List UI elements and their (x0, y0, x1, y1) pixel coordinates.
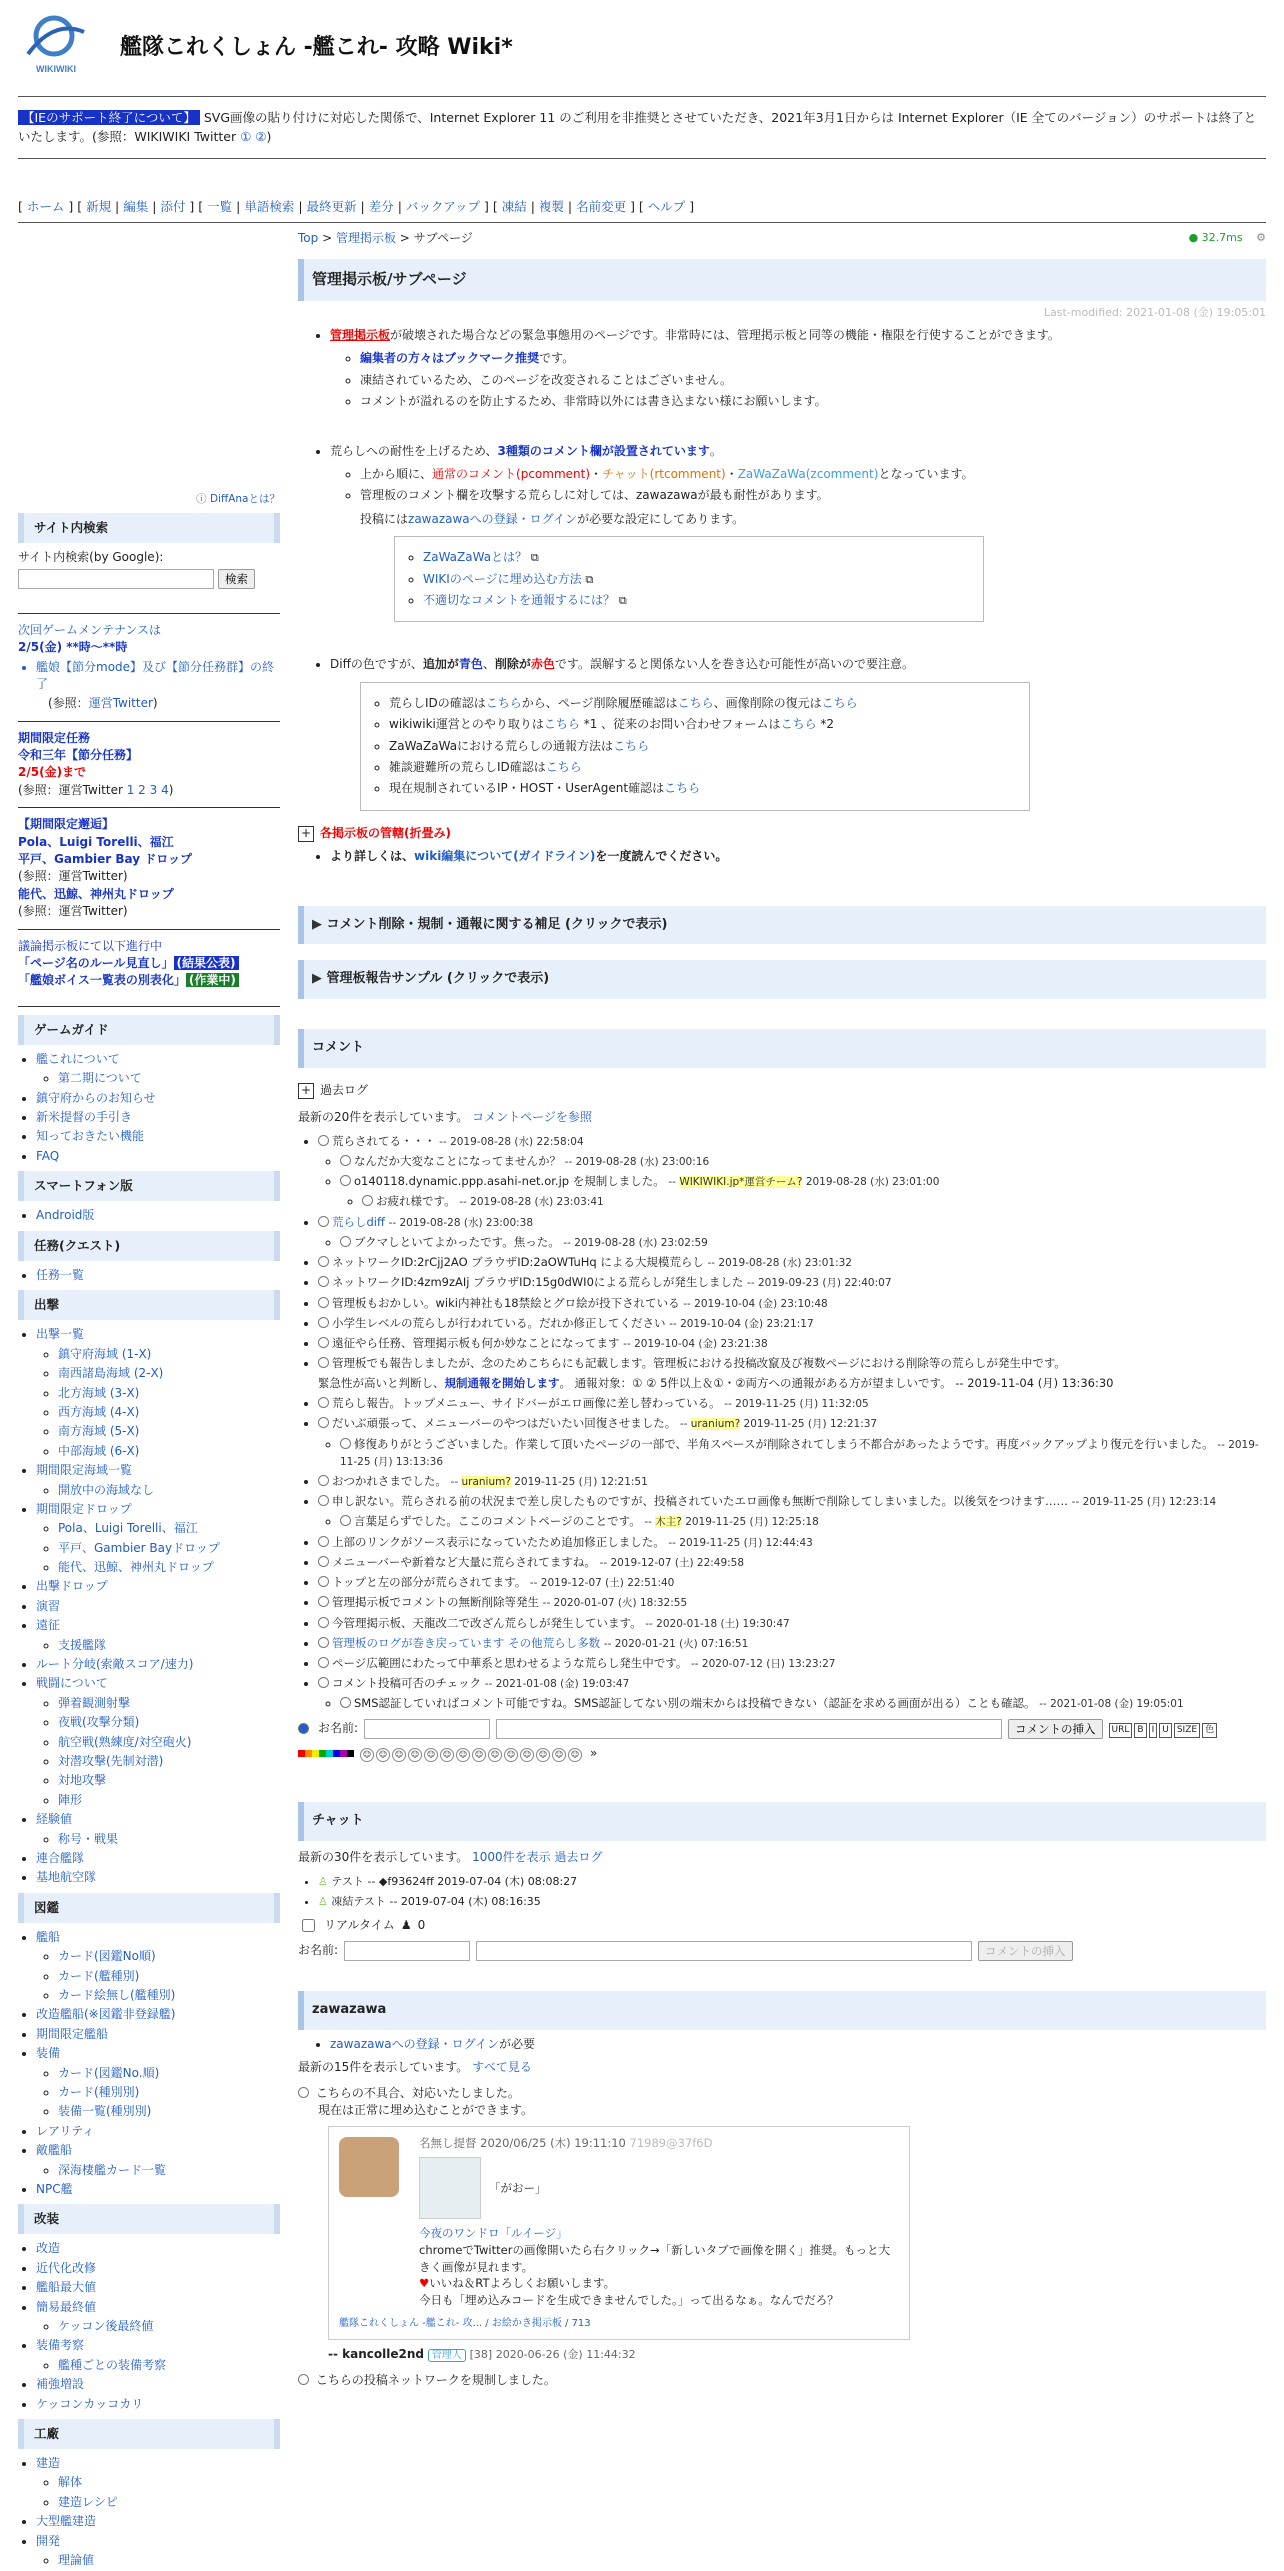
post-image[interactable] (419, 2157, 481, 2219)
list-item: • おつかれさまでした。 -- uranium? 2019-11-25 (月) 12:21:51 (318, 1473, 1266, 1490)
divider (18, 807, 280, 808)
nav-sublink[interactable]: 夜戦(攻撃分類) (58, 1715, 140, 1730)
list-item: • 荒らし報告。トップメニュー、サイドバーがエロ画像に差し替わっている。 -- 2019-11-25 (月) 11:32:05 (318, 1395, 1266, 1412)
nav-sublink[interactable]: 中部海域 (6-X) (58, 1443, 140, 1458)
list-item: • 荒らしdiff -- 2019-08-28 (水) 23:00:38 (318, 1214, 1266, 1231)
nav-sublink[interactable]: 鎮守府海域 (1-X) (58, 1346, 152, 1361)
menu-item[interactable]: 単語検索 (244, 199, 295, 214)
list-item: ◦ お疲れ様です。 -- 2019-08-28 (水) 23:03:41 (362, 1193, 1266, 1210)
zawazawa-heading: zawazawa (298, 1991, 1266, 2030)
nav-sublink[interactable]: 解体 (58, 2475, 83, 2490)
info-link[interactable]: こちら (821, 695, 858, 710)
search-input[interactable] (18, 569, 214, 589)
event-line: Pola、Luigi Torelli、福江 (18, 834, 174, 849)
nav-sublink[interactable]: 陣形 (58, 1792, 83, 1807)
comment-palette: ☺ ☺ ☺ ☺ ☺ ☺ ☺ ☺ ☺ ☺ ☺ ☺ ☺ ☺ » (298, 1745, 1266, 1762)
emoji-picker[interactable]: ☺ ☺ ☺ ☺ ☺ ☺ ☺ ☺ ☺ ☺ ☺ ☺ ☺ ☺ (360, 1745, 584, 1762)
list-item: • ♙ テスト -- ◆f93624ff 2019-07-04 (木) 08:08:27 (318, 1874, 1266, 1890)
chat-heading: チャット (298, 1802, 1266, 1841)
wikiwiki-logo[interactable] (18, 14, 94, 76)
sidebar (18, 230, 280, 2571)
chat-log-link[interactable]: 過去ログ (554, 1849, 603, 1864)
nav-link[interactable]: 鎮守府からのお知らせ (36, 1090, 156, 1105)
info-link[interactable]: WIKIのページに埋め込む方法 (423, 571, 582, 586)
admin-board-link[interactable]: 管理掲示板 (330, 328, 391, 343)
comment-body-input[interactable] (496, 1719, 1002, 1739)
divider (18, 721, 280, 722)
comments-heading: コメント (298, 1029, 1266, 1068)
list-item: • ネットワークID:2rCjj2AO ブラウザID:2aOWTuHq による大規模荒らし -- 2019-08-28 (水) 23:01:32 (318, 1254, 1266, 1271)
list-item: • メニューバーや新着など大量に荒らされてますね。 -- 2019-12-07 (土) 22:49:58 (318, 1554, 1266, 1571)
discuss-link[interactable]: 「ページ名のルール見直し」 (18, 955, 174, 970)
nav-link[interactable]: 建造 (36, 2456, 61, 2471)
notice-ref-2[interactable]: ② (255, 129, 267, 145)
limited-sub: 令和三年【節分任務】 (18, 748, 139, 763)
menu-item[interactable]: 差分 (368, 199, 394, 214)
post-footer[interactable]: 艦隊これくしょん -艦これ- 攻... / お絵かき掲示板 / 713 (339, 2317, 591, 2329)
info-link[interactable]: こちら (664, 781, 701, 796)
format-button[interactable]: I (1149, 1723, 1158, 1738)
format-button[interactable]: U (1159, 1723, 1172, 1738)
nav-link[interactable]: 補強増設 (36, 2377, 85, 2392)
crumb-current: サブページ (413, 231, 473, 245)
list-item: • ページ広範囲にわたって中華系と思わせるような荒らし発生中です。 -- 2020-07-12 (日) 13:23:27 (318, 1655, 1266, 1672)
event-line: 平戸、Gambier Bay ドロップ (18, 852, 193, 867)
nav-sublink[interactable]: カード絵無し(艦種別) (58, 1988, 176, 2003)
event-title: 【期間限定邂逅】 (18, 817, 115, 832)
nav-link[interactable]: 期間限定海域一覧 (36, 1463, 133, 1478)
info-link[interactable]: ZaWaZaWaとは？ (423, 550, 528, 565)
divider (18, 1006, 280, 1007)
menu-item[interactable]: 一覧 (207, 199, 233, 214)
nav-section-heading: ゲームガイド (18, 1015, 280, 1045)
limited-title: 期間限定任務 (18, 730, 91, 745)
info-link[interactable]: こちら (543, 717, 580, 732)
list-item: • 小学生レベルの荒らしが行われている。だれか修正してください -- 2019-10-04 (金) 23:21:17 (318, 1315, 1266, 1332)
menu-item[interactable]: 名前変更 (576, 199, 627, 214)
format-button[interactable]: 色 (1202, 1723, 1217, 1738)
menu-item[interactable]: 新規 (86, 199, 112, 214)
menu-item[interactable]: ホーム (26, 199, 65, 214)
limited-ref: (参照：運営Twitter 1 2 3 4) (18, 782, 174, 797)
menu-item[interactable]: バックアップ (405, 199, 481, 214)
event-line: 能代、迅鯨、神州丸ドロップ (18, 886, 174, 901)
chat-submit-button[interactable]: コメントの挿入 (978, 1941, 1073, 1961)
divider (18, 222, 1266, 223)
nav-sublink[interactable]: 西方海域 (4-X) (58, 1404, 140, 1419)
nav-sublink[interactable]: カード(艦種別) (58, 1968, 140, 1983)
list-item: • ♙ 凍結テスト -- 2019-07-04 (木) 08:16:35 (318, 1894, 1266, 1910)
avatar (339, 2137, 399, 2197)
info-link[interactable]: こちら (545, 759, 582, 774)
nav-sublink[interactable]: カード(図鑑No.順) (58, 2065, 160, 2080)
status-badge: (結果公表) (174, 956, 239, 970)
nav-link[interactable]: 基地航空隊 (36, 1870, 97, 1885)
nav-link[interactable]: 装備 (36, 2046, 61, 2061)
menu-item[interactable]: 複製 (538, 199, 564, 214)
notice-text: SVG画像の貼り付けに対応した関係で、Internet Explorer 11 のご利用を非推奨とさせていただき、2021年3月1日からは Internet Explorer（IE 全てのバージョン）のサポートは終了といたします。(参照：WIKIWIKI Twitter (18, 110, 1257, 145)
emergency-note: 緊急性が高いと判断し、規制通報を開始します。 通報対象：① ② 5件以上＆①・②両方への通報がある方が望ましいです。 -- 2019-11-04 (月) 13:36:30 (318, 1376, 1114, 1391)
discuss-link[interactable]: 「艦娘ボイス一覧表の別表化」 (18, 973, 186, 988)
guideline-link[interactable]: wiki編集について(ガイドライン) (414, 849, 596, 864)
discuss-title: 議論掲示板にて以下進行中 (18, 938, 163, 953)
main-content: Top > 管理掲示板 > サブページ ● 32.7ms ⚙ 管理掲示板/サブページ Last-modified: 2021-01-08 (金) 19:05:01 • 管理掲示板が破壊された場合などの緊急事態用のページです。非常時には、管理掲示板と同等の機能・権限を行使することができます。 ◦ 編集者の方々はブックマーク推奨です。 ◦ 凍結されているため、このページを改変されることはございません。 ◦ コメントが溢れるのを防止するため、非常時以外には書き込まない様にお願いします。 • 荒らしへの耐性を上げるため、3種類のコメント欄が設置されています。 ◦ 上から順に、通常のコメント(pcomment)・チャット(rtcomment)・ZaWaZaWa(zcomment)となっています。 ◦ 管理板のコメント欄を攻撃する荒らしに対しては、zawazawaが最も耐性があります。 投稿にはzawazawaへの登録・ログインが必要な設定にしてあります。 ◦ ZaWaZaWaとは？ ⧉ ◦ WIKIのページに埋め込む方法 ⧉ ◦ 不適切なコメントを通報するには？ ⧉ • Diffの色ですが、追加が青色、削除が赤色です。誤解すると関係ない人を巻き込む可能性が高いので要注意。 ◦ 荒らしIDの確認はこちらから、ページ削除履歴確認はこちら、画像削除の復元はこちら ◦ wikiwiki運営とのやり取りはこちら *1 、従来のお問い合わせフォームはこちら *2 ◦ ZaWaZaWaにおける荒らしの通報方法はこちら ◦ 雑談避難所の荒らしID確認はこちら ◦ 現在規制されているIP・HOST・UserAgent確認はこちら + 各掲示板の管轄(折畳み) • より詳しくは、wiki編集について(ガイドライン)を一度読んでください。 ▶ コメント削除・規制・通報に関する補足 (クリックで表示) ▶ 管理板報告サンプル (クリックで表示) コメント + 過去ログ 最新の20件を表示しています。 コメントページを参照 • 荒らされてる・・・ -- 2019-08-28 (水) 22:58:04 ◦ なんだか大変なことになってませんか？ -- 2019-08-28 (水) 23:00:16 ◦ o140118.dynamic.ppp.asahi-net.or.jp を規制しました。 -- WIKIWIKI.jp*運営チーム? 2019-08-28 (水) 23:01:00 ◦ お疲れ様です。 -- 2019-08-28 (水) 23:03:41 • 荒らしdiff -- 2019-08-28 (水) 23:00:38 ◦ ブクマしといてよかったです。焦った。 -- 2019-08-28 (水) 23:02:59 • ネットワークID:2rCjj2AO ブラウザID:2aOWTuHq による大規模荒らし -- 2019-08-28 (水) 23:01:32 • ネットワークID:4zm9zAIj ブラウザID:15g0dWI0による荒らしが発生しました -- 2019-09-23 (月) 22:40:07 • 管理板もおかしい。wiki内神社も18禁絵とグロ絵が投下されている -- 2019-10-04 (金) 23:10:48 • 小学生レベルの荒らしが行われている。だれか修正してください -- 2019-10-04 (金) 23:21:17 • 遠征やら任務、管理掲示板も何か妙なことになってます -- 2019-10-04 (金) 23:21:38 • 管理板でも報告しましたが、念のためこちらにも記載します。管理板における投稿改竄及び複数ページにおける削除等の荒らしが発生中です。 緊急性が高いと判断し、規制通報を開始します。 通報対象：① ② 5件以上＆①・②両方への通報がある方が望ましいです。 -- 2019-11-04 (月) 13:36:30 • 荒らし報告。トップメニュー、サイドバーがエロ画像に差し替わっている。 -- 2019-11-25 (月) 11:32:05 • だいぶ頑張って、メニューバーのやつはだいたい回復させました。 -- uranium? 2019-11-25 (月) 12:21:37 ◦ 修復ありがとうございました。作業して頂いたページの一部で、半角スペースが削除されてしまう不都合があったようです。再度バックアップより復元を行いました。 -- 2019-11-25 (月) 13:13:36 • おつかれさまでした。 -- uranium? 2019-11-25 (月) 12:21:51 • 申し訳ない。荒らされる前の状況まで差し戻したものですが、投稿されていたエロ画像も無断で削除してしまいました。以後気をつけます…… -- 2019-11-25 (月) 12:23:14 ◦ 言葉足らずでした。ここのコメントページのことです。 -- 木主? 2019-11-25 (月) 12:25:18 • 上部のリンクがソース表示になっていたため追加修正しました。 -- 2019-11-25 (月) 12:44:43 • メニューバーや新着など大量に荒らされてますね。 -- 2019-12-07 (土) 22:49:58 • トップと左の部分が荒らされてます。 -- 2019-12-07 (土) 22:51:40 • 管理掲示板でコメントの無断削除等発生 -- 2020-01-07 (火) 18:32:55 • 今管理掲示板、天龍改二で改ざん荒らしが発生しています。 -- 2020-01-18 (土) 19:30:47 • 管理板のログが巻き戻っています その他荒らし多数 -- 2020-01-21 (火) 07:16:51 • ページ広範囲にわたって中華系と思わせるような荒らし発生中です。 -- 2020-07-12 (日) 13:23:27 • コメント投稿可否のチェック -- 2021-01-08 (金) 19:03:47 ◦ SMS認証していればコメント可能ですね。SMS認証してない別の端末からは投稿できない（認証を求める画面が出る）ことも確認。 -- 2021-01-08 (金) 19:05:01 お名前: コメントの挿入 URL B I U SIZE 色 ☺ ☺ ☺ ☺ ☺ ☺ ☺ ☺ ☺ ☺ ☺ ☺ ☺ ☺ » チャット 最新の30件を表示しています。 1000件を表示 過去ログ • ♙ テスト -- ◆f93624ff 2019-07-04 (木) 08:08:27 • ♙ 凍結テスト -- 2019-07-04 (木) 08:16:35 リアルタイム ♟ 0 お名前: コメントの挿入 zawazawa • zawazawaへの登録・ログインが必要 最新の15件を表示しています。 すべて見る こちらの不具合、対応いたしました。 現在は正常に埋め込むことができます。 名無し提督 2020/06/25 (木) 19:11:10 71989@37f6D 「がおー」 今夜のワンドロ「ルイージ」 chromeでTwitterの画像開いたら右クリック→「新しいタブで画像を開く」推奨。もっと大きく画像が見れます。 ♥いいね＆RTよろしくお願いします。 今日も「埋め込みコードを生成できませんでした。」って出るなぁ。なんでだろ？ 艦隊これくしょん -艦これ- 攻... / お絵かき掲示板 / 713 -- kancolle2nd 管理人 [38] 2020-06-26 (金) 11:44:32 こちらの投稿ネットワークを規制しました。 (298, 230, 1266, 2389)
nav-section-heading: 図鑑 (18, 1893, 280, 1923)
notice-ref-1[interactable]: ① (240, 129, 252, 145)
list-item: ◦ なんだか大変なことになってませんか？ -- 2019-08-28 (水) 23:00:16 (340, 1153, 1266, 1170)
crumb-mid[interactable]: 管理掲示板 (335, 231, 396, 245)
chat-body-input[interactable] (476, 1941, 972, 1961)
list-item: • 管理掲示板でコメントの無断削除等発生 -- 2020-01-07 (火) 18:32:55 (318, 1594, 1266, 1611)
list-item: ◦ SMS認証していればコメント可能ですね。SMS認証してない別の端末からは投稿できない（認証を求める画面が出る）ことも確認。 -- 2021-01-08 (金) 19:05:01 (340, 1695, 1266, 1712)
site-search-heading: サイト内検索 (18, 513, 280, 543)
render-timing: ● 32.7ms ⚙ (1188, 231, 1266, 244)
nav-link[interactable]: 大型艦建造 (36, 2514, 97, 2529)
info-link[interactable]: 不適切なコメントを通報するには？ (423, 592, 616, 607)
breadcrumb: Top > 管理掲示板 > サブページ (298, 231, 473, 245)
plus-icon: + (298, 826, 314, 842)
sidebar-nav (18, 1015, 280, 2570)
list-item: • だいぶ頑張って、メニューバーのやつはだいたい回復させました。 -- uranium? 2019-11-25 (月) 12:21:37 (318, 1415, 1266, 1432)
format-button[interactable]: URL (1109, 1723, 1133, 1738)
embedded-post: 名無し提督 2020/06/25 (木) 19:11:10 71989@37f6D 「がおー」 今夜のワンドロ「ルイージ」 chromeでTwitterの画像開いたら右クリック→「新しいタブで画像を開く」推奨。もっと大きく画像が見れます。 ♥いいね＆RTよろしくお願いします。 今日も「埋め込みコードを生成できませんでした。」って出るなぁ。なんでだろ？ 艦隊これくしょん -艦これ- 攻... / お絵かき掲示板 / 713 (328, 2126, 910, 2341)
nav-link[interactable]: ケッコンカッコカリ (36, 2396, 144, 2411)
list-item: • 今管理掲示板、天龍改二で改ざん荒らしが発生しています。 -- 2020-01-18 (土) 19:30:47 (318, 1615, 1266, 1632)
nav-link[interactable]: 期間限定艦船 (36, 2026, 109, 2041)
nav-section-heading: 任務(クエスト) (18, 1231, 280, 1261)
zawazawa-login-link[interactable]: zawazawaへの登録・ログイン (408, 511, 578, 526)
gear-icon: ⚙ (1256, 231, 1266, 244)
maint-title[interactable]: 次回ゲームメンテナンスは (18, 622, 162, 637)
nav-section-heading: スマートフォン版 (18, 1171, 280, 1201)
status-badge: (作業中) (186, 973, 239, 987)
nav-link[interactable]: FAQ (36, 1148, 60, 1163)
site-header (0, 0, 1284, 80)
toggle-report-sample[interactable]: ▶ 管理板報告サンプル (クリックで表示) (298, 960, 1266, 999)
chat-name-input[interactable] (344, 1941, 470, 1961)
page-title: 管理掲示板/サブページ (298, 259, 1266, 301)
info-link[interactable]: こちら (613, 738, 650, 753)
list-item: • 管理板でも報告しましたが、念のためこちらにも記載します。管理板における投稿改竄及び複数ページにおける削除等の荒らしが発生中です。 (318, 1355, 1266, 1372)
nav-link[interactable]: 知っておきたい機能 (36, 1129, 145, 1144)
maint-ref: (参照：運営Twitter) (48, 696, 158, 711)
divider (18, 158, 1266, 159)
nav-link[interactable]: 近代化改修 (36, 2260, 97, 2275)
list-item: • ネットワークID:4zm9zAIj ブラウザID:15g0dWI0による荒らしが発生しました -- 2019-09-23 (月) 22:40:07 (318, 1274, 1266, 1291)
nav-sublink[interactable]: 南方海域 (5-X) (58, 1424, 140, 1439)
nav-sublink[interactable]: 弾着観測射撃 (58, 1695, 131, 1710)
user-icon: ♟ (400, 1917, 412, 1932)
comment-name-input[interactable] (364, 1719, 490, 1739)
nav-section-heading: 工廠 (18, 2419, 280, 2449)
nav-link[interactable]: 敵艦船 (36, 2143, 73, 2158)
maint-date: 2/5(金) **時～**時 (18, 640, 128, 655)
menu-item[interactable]: 添付 (160, 199, 186, 214)
realtime-checkbox[interactable] (302, 1919, 315, 1932)
nav-link[interactable]: 期間限定ドロップ (36, 1501, 132, 1516)
nav-sublink[interactable]: 南西諸島海域 (2-X) (58, 1366, 164, 1381)
nav-link[interactable]: 戦闘について (36, 1676, 108, 1691)
maint-item[interactable]: • 艦娘【節分mode】及び【節分任務群】の終了 (36, 659, 280, 694)
status-badge: 管理人 (428, 2349, 466, 2362)
nav-link[interactable]: 改造艦船(※図鑑非登録艦) (36, 2007, 176, 2022)
nav-link[interactable]: 開発 (36, 2533, 61, 2548)
nav-link[interactable]: 遠征 (36, 1618, 61, 1633)
divider (18, 613, 280, 614)
nav-sublink[interactable]: 平戸、Gambier Bayドロップ (58, 1540, 220, 1555)
list-item: • 遠征やら任務、管理掲示板も何か妙なことになってます -- 2019-10-04 (金) 23:21:38 (318, 1335, 1266, 1352)
info-link[interactable]: こちら (677, 695, 714, 710)
diffana-link[interactable]: ⓘ DiffAnaとは？ (196, 493, 280, 505)
nav-sublink[interactable]: 艦種ごとの装備考察 (58, 2357, 167, 2372)
nav-section-heading: 出撃 (18, 1290, 280, 1320)
nav-sublink[interactable]: 理論値 (58, 2553, 95, 2568)
see-all-link[interactable]: すべて見る (472, 2060, 532, 2075)
nav-link[interactable]: 演習 (36, 1598, 61, 1613)
nav-sublink[interactable]: 北方海域 (3-X) (58, 1385, 140, 1400)
last-modified: Last-modified: 2021-01-08 (金) 19:05:01 (1043, 306, 1266, 320)
divider (18, 929, 280, 930)
list-item: ◦ o140118.dynamic.ppp.asahi-net.or.jp を規制しました。 -- WIKIWIKI.jp*運営チーム? 2019-08-28 (水) 23:01:00 (340, 1173, 1266, 1190)
comment-form: お名前: コメントの挿入 URL B I U SIZE 色 (298, 1719, 1266, 1739)
list-item: • 管理板もおかしい。wiki内神社も18禁絵とグロ絵が投下されている -- 2019-10-04 (金) 23:10:48 (318, 1295, 1266, 1312)
toggle-supplement[interactable]: ▶ コメント削除・規制・通報に関する補足 (クリックで表示) (298, 906, 1266, 945)
top-menu: [ ホーム ] [ 新規 | 編集 | 添付 ] [ 一覧 | 単語検索 | 最終更新 | 差分 | バックアップ ] [ 凍結 | 複製 | 名前変更 ] [ ヘルプ ] (18, 199, 695, 214)
nav-link[interactable]: 新米提督の手引き (36, 1110, 133, 1125)
nav-sublink[interactable]: 建造レシピ (58, 2494, 118, 2509)
nav-sublink[interactable]: 深海棲艦カード一覧 (58, 2162, 167, 2177)
nav-sublink[interactable]: カード(種別別) (58, 2084, 140, 2099)
list-item: • コメント投稿可否のチェック -- 2021-01-08 (金) 19:03:47 (318, 1675, 1266, 1692)
nav-link[interactable]: 連合艦隊 (36, 1850, 85, 1865)
nav-link[interactable]: レアリティ (36, 2123, 95, 2138)
nav-sublink[interactable]: 開放中の海域なし (58, 1482, 155, 1497)
list-item: • 荒らされてる・・・ -- 2019-08-28 (水) 22:58:04 (318, 1133, 1266, 1150)
fold-board-jurisdiction[interactable]: + 各掲示板の管轄(折畳み) (298, 825, 1266, 842)
list-item: • 申し訳ない。荒らされる前の状況まで差し戻したものですが、投稿されていたエロ画像も無断で削除してしまいました。以後気をつけます…… -- 2019-11-25 (月) 12:23:14 (318, 1493, 1266, 1510)
list-item: • 管理板のログが巻き戻っています その他荒らし多数 -- 2020-01-21 (火) 07:16:51 (318, 1635, 1266, 1652)
list-item: ◦ 修復ありがとうございました。作業して頂いたページの一部で、半角スペースが削除されてしまう不都合があったようです。再度バックアップより復元を行いました。 -- 2019-11-25 (月) 13:13:36 (340, 1436, 1266, 1470)
info-link[interactable]: こちら (780, 717, 817, 732)
nav-sublink[interactable]: 能代、迅鯨、神州丸ドロップ (58, 1560, 214, 1575)
crumb-top[interactable]: Top (298, 231, 319, 245)
nav-link[interactable]: 簡易最終値 (36, 2299, 97, 2314)
list-item: • 上部のリンクがソース表示になっていたため追加修正しました。 -- 2019-11-25 (月) 12:44:43 (318, 1534, 1266, 1551)
list-item: ◦ ブクマしといてよかったです。焦った。 -- 2019-08-28 (水) 23:02:59 (340, 1234, 1266, 1251)
site-title[interactable]: 艦隊これくしょん -艦これ- 攻略 Wiki* (120, 35, 513, 60)
nav-sublink[interactable]: 第二期について (58, 1071, 142, 1086)
divider (18, 96, 1266, 97)
nav-sublink[interactable]: 称号・戦果 (58, 1831, 119, 1846)
nav-link[interactable]: 出撃ドロップ (36, 1579, 108, 1594)
menu-item[interactable]: ヘルプ (647, 199, 686, 214)
nav-link[interactable]: Android版 (36, 1208, 95, 1223)
nav-sublink[interactable]: カード(図鑑No順) (58, 1949, 156, 1964)
svg-text:WIKIWIKI: WIKIWIKI (36, 64, 76, 74)
comment-submit-button[interactable]: コメントの挿入 (1008, 1719, 1103, 1739)
nav-link[interactable]: 艦これについて (36, 1051, 120, 1066)
nav-sublink[interactable]: 対潜攻撃(先制対潜) (58, 1753, 164, 1768)
nav-sublink[interactable]: 航空戦(熟練度/対空砲火) (58, 1734, 192, 1749)
info-link[interactable]: こちら (485, 695, 522, 710)
nav-link[interactable]: 艦船最大値 (36, 2280, 97, 2295)
limited-until: 2/5(金)まで (18, 765, 87, 780)
zawazawa-login-link[interactable]: zawazawaへの登録・ログイン (330, 2036, 500, 2051)
nav-link[interactable]: ルート分岐(索敵スコア/速力) (36, 1657, 194, 1672)
nav-link[interactable]: 任務一覧 (36, 1267, 85, 1282)
menu-item[interactable]: 編集 (123, 199, 149, 214)
nav-sublink[interactable]: 支援艦隊 (58, 1637, 107, 1652)
chat-1000-link[interactable]: 1000件を表示 (472, 1849, 551, 1864)
list-item: • トップと左の部分が荒らされてます。 -- 2019-12-07 (土) 22:51:40 (318, 1574, 1266, 1591)
diff-info-box: ◦ 荒らしIDの確認はこちらから、ページ削除履歴確認はこちら、画像削除の復元はこちら ◦ wikiwiki運営とのやり取りはこちら *1 、従来のお問い合わせフォームはこちら *2 ◦ ZaWaZaWaにおける荒らしの通報方法はこちら ◦ 雑談避難所の荒らしID確認はこちら ◦ 現在規制されているIP・HOST・UserAgent確認はこちら (360, 682, 1030, 811)
nav-link[interactable]: 装備考察 (36, 2338, 85, 2353)
color-palette[interactable] (298, 1745, 354, 1762)
notice-tag[interactable]: 【IEのサポート終了について】 (18, 110, 200, 125)
zawazawa-info-box: ◦ ZaWaZaWaとは？ ⧉ ◦ WIKIのページに埋め込む方法 ⧉ ◦ 不適切なコメントを通報するには？ ⧉ (394, 536, 984, 622)
format-button[interactable]: B (1134, 1723, 1146, 1738)
nav-sublink[interactable]: Pola、Luigi Torelli、福江 (58, 1521, 198, 1536)
format-button[interactable]: SIZE (1174, 1723, 1200, 1738)
list-item: ◦ 言葉足らずでした。ここのコメントページのことです。 -- 木主? 2019-11-25 (月) 12:25:18 (340, 1513, 1266, 1530)
nav-link[interactable]: 経験値 (36, 1812, 73, 1827)
nav-sublink[interactable]: 対地攻撃 (58, 1773, 107, 1788)
nav-section-heading: 改装 (18, 2204, 280, 2234)
nav-link[interactable]: 艦船 (36, 1929, 61, 1944)
comment-page-link[interactable]: コメントページを参照 (472, 1110, 592, 1125)
nav-link[interactable]: 出撃一覧 (36, 1327, 85, 1342)
nav-sublink[interactable]: 装備一覧(種別別) (58, 2104, 152, 2119)
nav-sublink[interactable]: ケッコン後最終値 (58, 2319, 154, 2333)
nav-link[interactable]: NPC艦 (36, 2181, 73, 2196)
menu-item[interactable]: 凍結 (501, 199, 527, 214)
ie-notice: 【IEのサポート終了について】 SVG画像の貼り付けに対応した関係で、Internet Explorer 11 のご利用を非推奨とさせていただき、2021年3月1日からは Internet Explorer（IE 全てのバージョン）のサポートは終了といたします。(参照：WIKIWIKI Twitter ① ②) (18, 110, 1257, 145)
nav-link[interactable]: 改造 (36, 2241, 61, 2256)
menu-item[interactable]: 最終更新 (306, 199, 357, 214)
search-label: サイト内検索(by Google): (18, 550, 164, 565)
past-log-toggle[interactable]: + 過去ログ (298, 1082, 1266, 1099)
search-button[interactable]: 検索 (218, 569, 255, 589)
event-ref[interactable]: (参照：運営Twitter) (18, 904, 128, 919)
event-ref[interactable]: (参照：運営Twitter) (18, 869, 128, 884)
plus-icon: + (298, 1083, 314, 1099)
